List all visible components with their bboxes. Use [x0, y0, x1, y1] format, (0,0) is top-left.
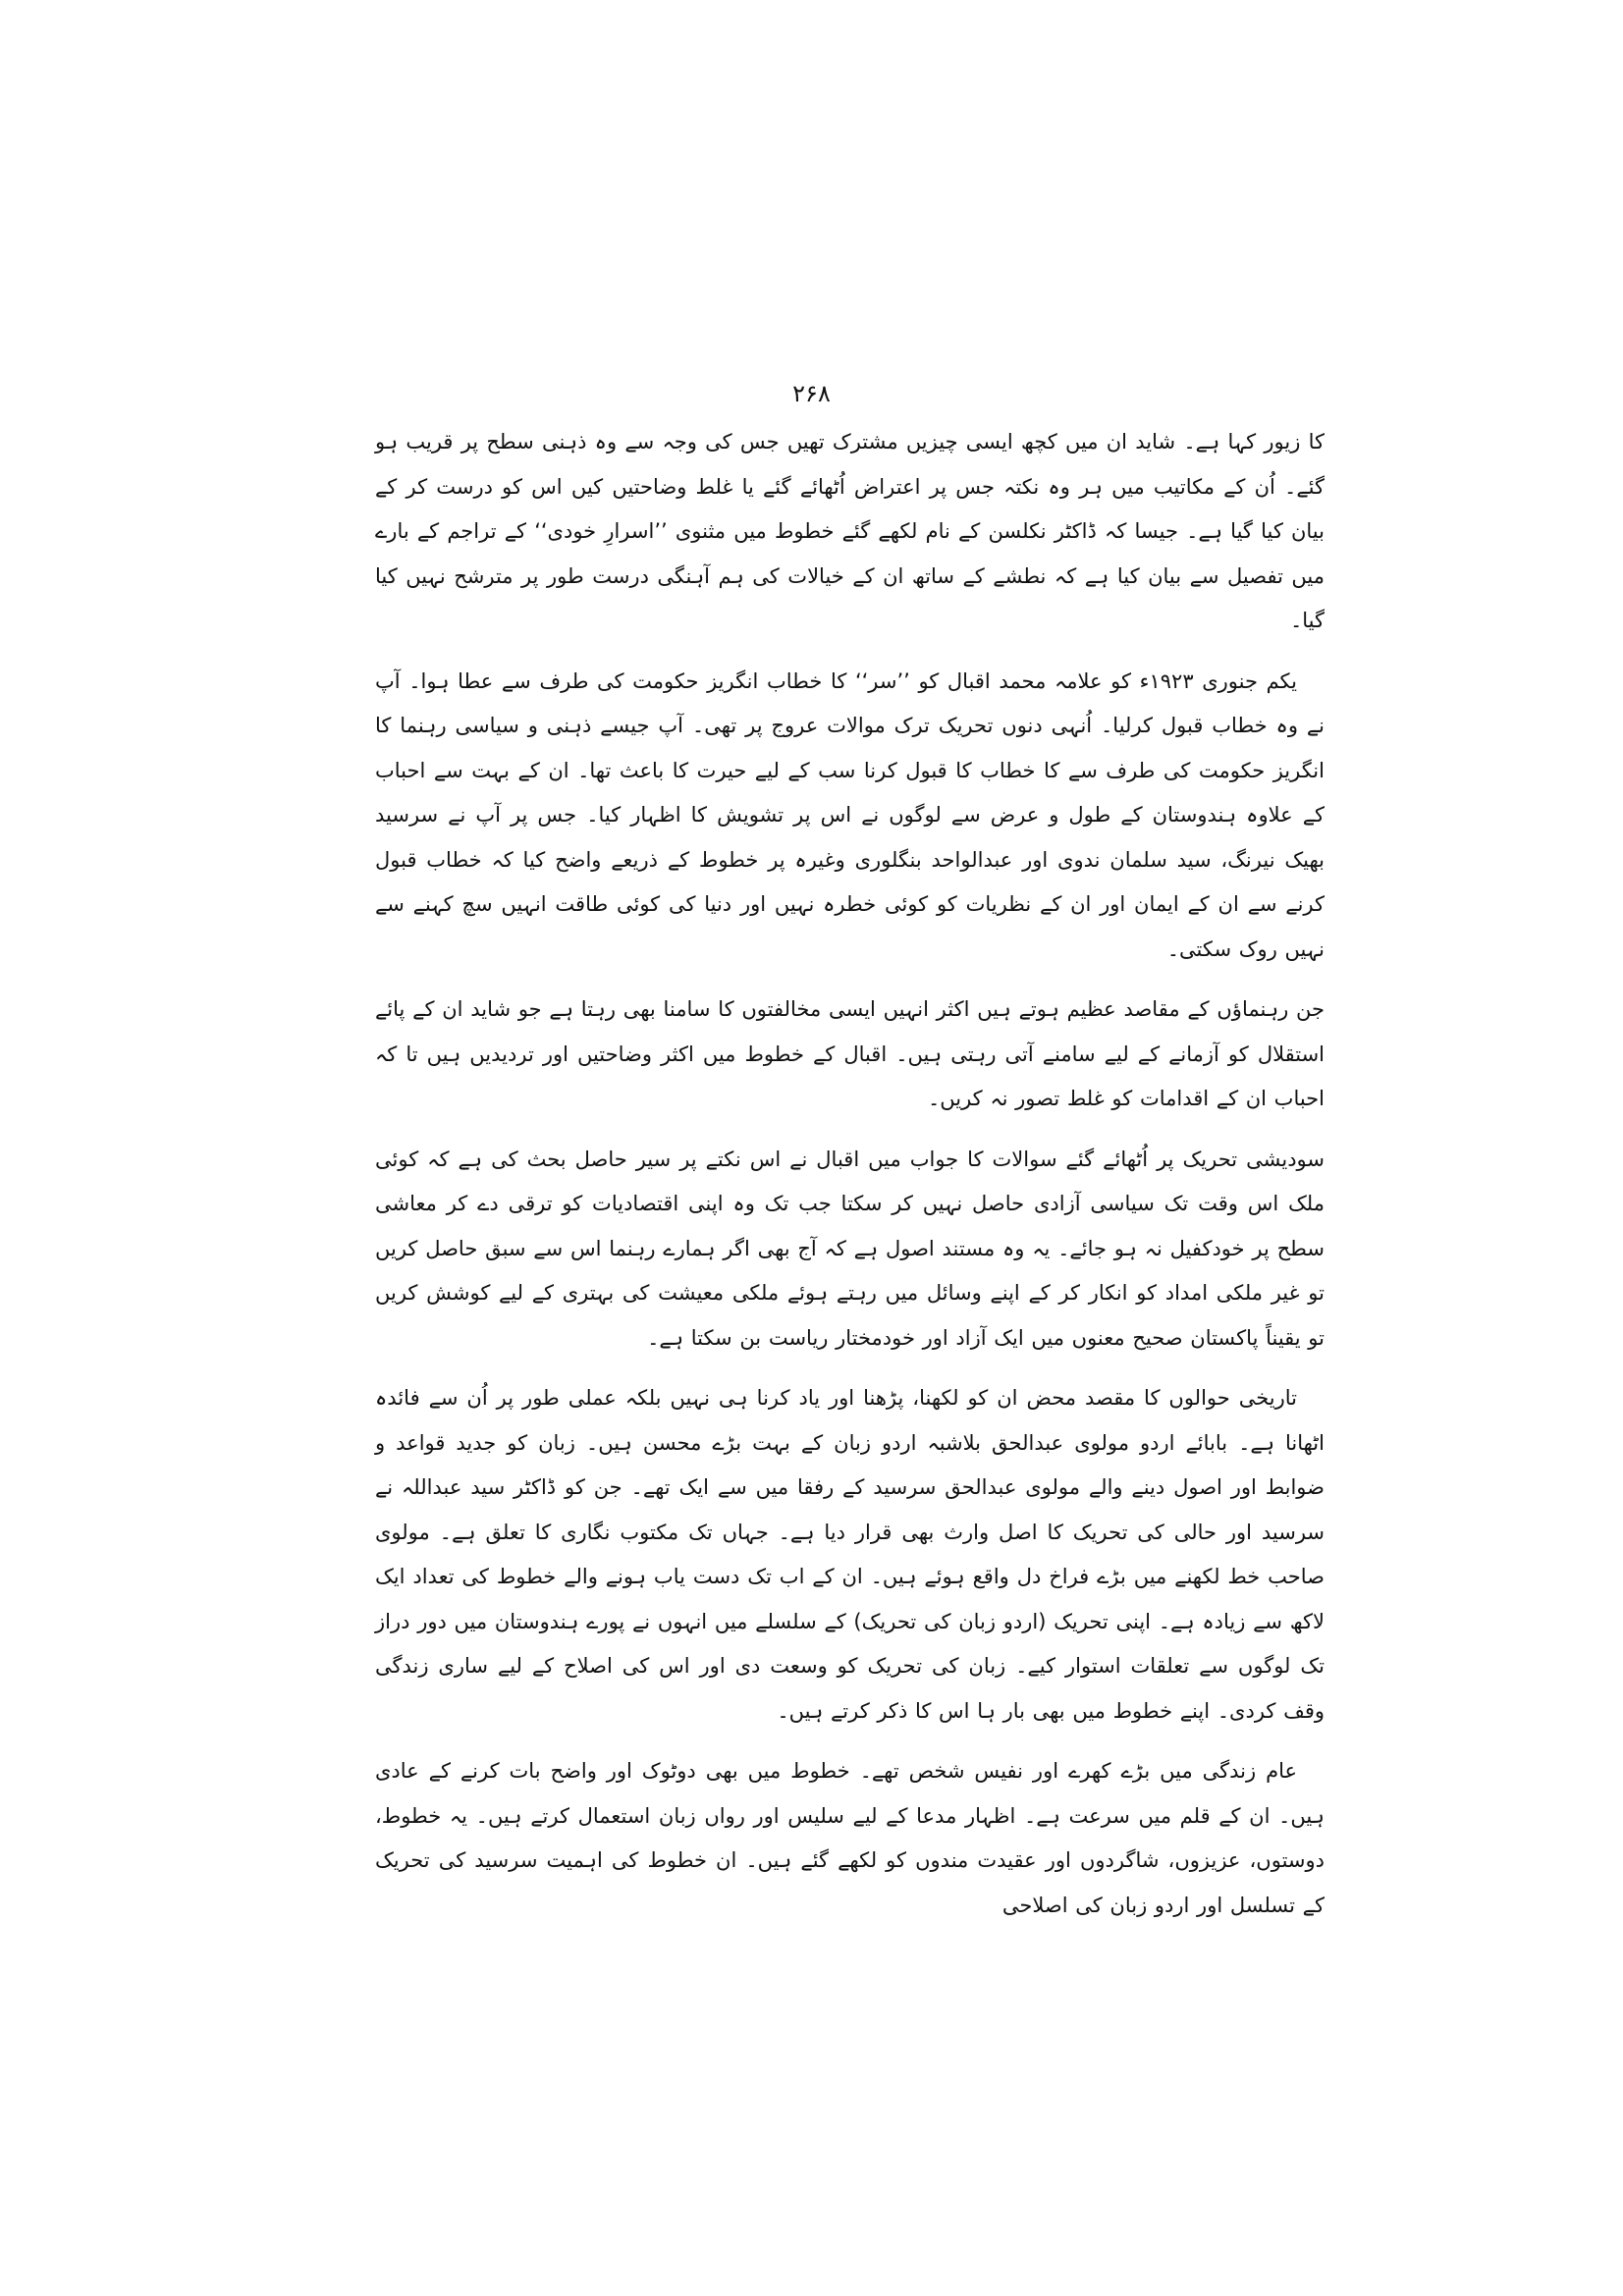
page-number: ۲۶۸: [792, 380, 831, 407]
paragraph-2: یکم جنوری ۱۹۲۳ء کو علامہ محمد اقبال کو ’’سر‘‘ کا خطاب انگریز حکومت کی طرف سے عطا ہوا۔ آپ نے وہ خطاب قبول کرلیا۔ اُنہی دنوں تحریک ترک موالات عروج پر تھی۔ آپ جیسے ذہنی و سیاسی رہنما کا انگریز حکومت کی طرف سے کا خطاب کا قبول کرنا سب کے لیے حیرت کا باعث تھا۔ ان کے بہت سے احباب کے علاوہ ہندوستان کے طول و عرض سے لوگوں نے اس پر تشویش کا اظہار کیا۔ جس پر آپ نے سرسید بھیک نیرنگ، سید سلمان ندوی اور عبدالواحد بنگلوری وغیرہ پر خطوط کے ذریعے واضح کیا کہ خطاب قبول کرنے سے ان کے ایمان اور ان کے نظریات کو کوئی خطرہ نہیں اور دنیا کی کوئی طاقت انہیں سچ کہنے سے نہیں روک سکتی۔: [375, 668, 1325, 961]
paragraph-6: عام زندگی میں بڑے کھرے اور نفیس شخص تھے۔ خطوط میں بھی دوٹوک اور واضح بات کرنے کے عادی ہیں۔ ان کے قلم میں سرعت ہے۔ اظہار مدعا کے لیے سلیس اور رواں زبان استعمال کرتے ہیں۔ یہ خطوط، دوستوں، عزیزوں، شاگردوں اور عقیدت مندوں کو لکھے گئے ہیں۔ ان خطوط کی اہمیت سرسید کی تحریک کے تسلسل اور اردو زبان کی اصلاحی: [375, 1759, 1325, 1917]
paragraph-3: جن رہنماؤں کے مقاصد عظیم ہوتے ہیں اکثر انہیں ایسی مخالفتوں کا سامنا بھی رہتا ہے جو شاید ان کے پائے استقلال کو آزمانے کے لیے سامنے آتی رہتی ہیں۔ اقبال کے خطوط میں اکثر وضاحتیں اور تردیدیں ہیں تا کہ احباب ان کے اقدامات کو غلط تصور نہ کریں۔: [375, 997, 1325, 1110]
paragraph-4: سودیشی تحریک پر اُٹھائے گئے سوالات کا جواب میں اقبال نے اس نکتے پر سیر حاصل بحث کی ہے کہ کوئی ملک اس وقت تک سیاسی آزادی حاصل نہیں کر سکتا جب تک وہ اپنی اقتصادیات کو ترقی دے کر معاشی سطح پر خودکفیل نہ ہو جائے۔ یہ وہ مستند اصول ہے کہ آج بھی اگر ہمارے رہنما اس سے سبق حاصل کریں تو غیر ملکی امداد کو انکار کر کے اپنے وسائل میں رہتے ہوئے ملکی معیشت کی بہتری کے لیے کوشش کریں تو یقیناً پاکستان صحیح معنوں میں ایک آزاد اور خودمختار ریاست بن سکتا ہے۔: [375, 1147, 1325, 1350]
body-text: [375, 420, 1325, 1944]
paragraph-5: تاریخی حوالوں کا مقصد محض ان کو لکھنا، پڑھنا اور یاد کرنا ہی نہیں بلکہ عملی طور پر اُن سے فائدہ اٹھانا ہے۔ بابائے اردو مولوی عبدالحق بلاشبہ اردو زبان کے بہت بڑے محسن ہیں۔ زبان کو جدید قواعد و ضوابط اور اصول دینے والے مولوی عبدالحق سرسید کے رفقا میں سے ایک تھے۔ جن کو ڈاکٹر سید عبداللہ نے سرسید اور حالی کی تحریک کا اصل وارث بھی قرار دیا ہے۔ جہاں تک مکتوب نگاری کا تعلق ہے۔ مولوی صاحب خط لکھنے میں بڑے فراخ دل واقع ہوئے ہیں۔ ان کے اب تک دست یاب ہونے والے خطوط کی تعداد ایک لاکھ سے زیادہ ہے۔ اپنی تحریک (اردو زبان کی تحریک) کے سلسلے میں انہوں نے پورے ہندوستان میں دور دراز تک لوگوں سے تعلقات استوار کیے۔ زبان کی تحریک کو وسعت دی اور اس کی اصلاح کے لیے ساری زندگی وقف کردی۔ اپنے خطوط میں بھی بار ہا اس کا ذکر کرتے ہیں۔: [375, 1386, 1325, 1723]
paragraph-1: کا زیور کہا ہے۔ شاید ان میں کچھ ایسی چیزیں مشترک تھیں جس کی وجہ سے وہ ذہنی سطح پر قریب ہو گئے۔ اُن کے مکاتیب میں ہر وہ نکتہ جس پر اعتراض اُٹھائے گئے یا غلط وضاحتیں کیں اس کو درست کر کے بیان کیا گیا ہے۔ جیسا کہ ڈاکٹر نکلسن کے نام لکھے گئے خطوط میں مثنوی ’’اسرارِ خودی‘‘ کے تراجم کے بارے میں تفصیل سے بیان کیا ہے کہ نطشے کے ساتھ ان کے خیالات کی ہم آہنگی درست طور پر مترشح نہیں کیا گیا۔: [375, 430, 1325, 632]
